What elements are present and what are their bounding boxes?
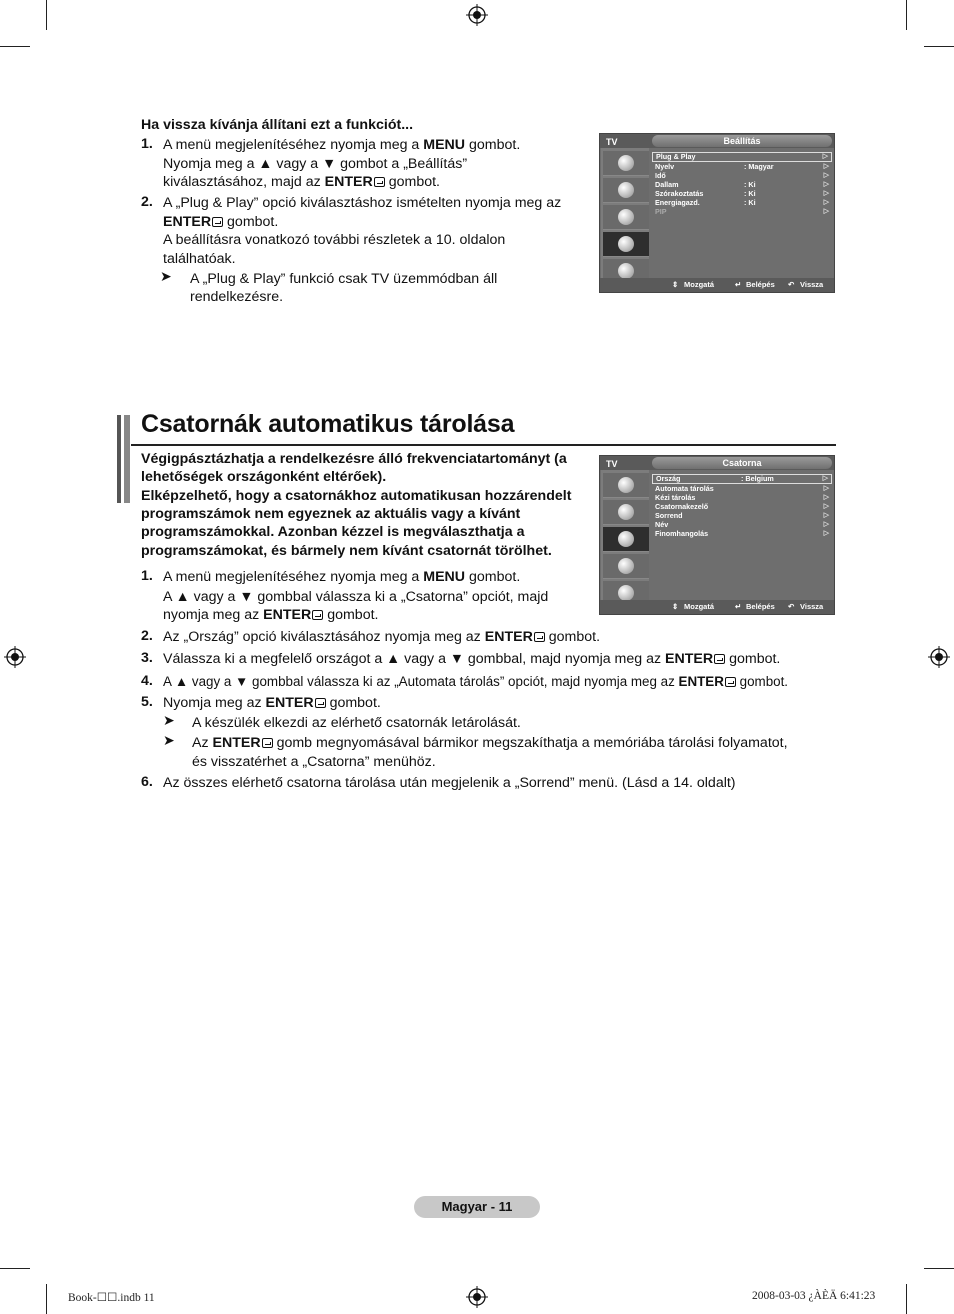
tv-menu-footer — [600, 278, 834, 292]
registration-mark-icon — [4, 646, 26, 668]
footer-enter-label: Belépés — [746, 602, 775, 611]
footer-enter-label: Belépés — [746, 280, 775, 289]
section1-heading: Ha vissza kívánja állítani ezt a funkciót... — [141, 117, 414, 133]
crop-mark — [0, 46, 30, 47]
note-text: A készülék elkezdi az elérhető csatornák letárolását. — [192, 715, 521, 731]
enter-icon: ↵ — [735, 602, 742, 611]
step-text — [163, 568, 520, 587]
menu-item-name[interactable]: Név ▷ — [655, 520, 829, 530]
step-text — [163, 694, 381, 713]
page-number: Magyar - 11 — [414, 1196, 540, 1218]
step-text-part: gomb megnyomásával bármikor megszakíthatja a memóriába tárolási folyamatot, — [276, 735, 788, 751]
print-footer-timestamp: 2008-03-03 ¿ÀÈÄ 6:41:23 — [752, 1290, 876, 1302]
tv-mode-label: TV — [606, 459, 618, 469]
channel-icon[interactable] — [603, 205, 649, 230]
print-footer-file: Book-☐☐.indb 11 — [68, 1292, 155, 1304]
sound-icon[interactable] — [603, 178, 649, 203]
registration-mark-icon — [466, 4, 488, 26]
enter-key-label: ENTER — [324, 174, 373, 190]
sound-icon[interactable] — [603, 500, 649, 525]
step-text — [163, 213, 278, 232]
picture-icon[interactable] — [603, 151, 649, 176]
footer-move-label: Mozgatá — [684, 280, 714, 289]
intro-text: programszámokat, és bármely nem kívánt csatornát törölhet. — [141, 543, 552, 559]
enter-key-label: ENTER — [678, 674, 724, 689]
step-text-part: kiválasztásához, majd az — [163, 174, 321, 190]
step-text-part: gombot. — [327, 607, 379, 623]
crop-mark — [924, 46, 954, 47]
footer-back-label: Vissza — [800, 602, 824, 611]
move-icon: ⇕ — [672, 602, 679, 611]
tv-menu-setup — [599, 133, 835, 293]
menu-item-melody[interactable]: Dallam : Ki ▷ — [655, 179, 829, 189]
crop-mark — [906, 1284, 907, 1314]
intro-text: programszámok nem egyeznek az aktuális vagy a kívánt — [141, 506, 521, 522]
enter-icon — [534, 632, 545, 642]
crop-mark — [0, 1268, 30, 1269]
step-number: 4. — [141, 673, 153, 689]
step-text-part: gombot. — [729, 651, 781, 667]
menu-item-country[interactable]: Ország : Belgium ▷ — [652, 474, 832, 484]
enter-icon — [315, 698, 326, 708]
setup-icon[interactable] — [603, 232, 649, 257]
tv-menu-header: Beállítás — [652, 135, 832, 147]
tv-mode-label: TV — [606, 137, 618, 147]
channel-icon[interactable] — [603, 527, 649, 552]
step-number: 1. — [141, 568, 153, 584]
footer-back-label: Vissza — [800, 280, 824, 289]
step-text-part: Válassza ki a megfelelő országot a ▲ vagy a ▼ gombbal, majd nyomja meg az — [163, 651, 662, 667]
menu-item-manual-store[interactable]: Kézi tárolás ▷ — [655, 492, 829, 502]
note-text: rendelkezésre. — [190, 289, 284, 305]
tv-menu-items — [652, 474, 832, 539]
enter-key-label: ENTER — [212, 735, 261, 751]
step-number: 2. — [141, 628, 153, 644]
note-arrow-icon: ➤ — [163, 732, 175, 748]
enter-icon — [262, 738, 273, 748]
step-text — [163, 650, 780, 669]
return-icon: ↶ — [788, 280, 795, 289]
enter-key-label: ENTER — [263, 607, 312, 623]
menu-item-pip[interactable]: PIP ▷ — [655, 207, 829, 217]
step-text-part: Nyomja meg az — [163, 695, 262, 711]
step-text: A „Plug & Play” opció kiválasztáshoz ismételten nyomja meg az — [163, 195, 562, 211]
menu-item-fine-tune[interactable]: Finomhangolás ▷ — [655, 529, 829, 539]
step-text — [163, 173, 440, 192]
step-text: találhatóak. — [163, 251, 236, 267]
step-text-part: gombot. — [227, 214, 279, 230]
step-text-part: A menü megjelenítéséhez nyomja meg a — [163, 569, 420, 585]
enter-key-label: ENTER — [484, 629, 533, 645]
step-text-part: A menü megjelenítéséhez nyomja meg a — [163, 137, 420, 153]
step-number: 3. — [141, 650, 153, 666]
step-text — [163, 606, 378, 625]
step-text: A ▲ vagy a ▼ gombbal válassza ki a „Csatorna” opciót, majd — [163, 589, 549, 605]
menu-key-label: MENU — [423, 569, 466, 585]
step-number: 6. — [141, 774, 153, 790]
crop-mark — [46, 1284, 47, 1314]
step-text-part: Az „Ország” opció kiválasztásához nyomja meg az — [163, 629, 481, 645]
menu-item-time[interactable]: Idő ▷ — [655, 170, 829, 180]
menu-item-sort[interactable]: Sorrend ▷ — [655, 511, 829, 521]
tv-menu-channel — [599, 455, 835, 615]
crop-mark — [906, 0, 907, 30]
step-number: 1. — [141, 136, 153, 152]
menu-item-entertainment[interactable]: Szórakoztatás : Ki ▷ — [655, 189, 829, 199]
step-text — [163, 136, 520, 155]
step-text-part: A ▲ vagy a ▼ gombbal válassza ki az „Automata tárolás” opciót, majd nyomja meg az — [163, 674, 675, 689]
note-arrow-icon: ➤ — [160, 268, 172, 284]
step-text-part: Az — [192, 735, 209, 751]
return-icon: ↶ — [788, 602, 795, 611]
tv-menu-header: Csatorna — [652, 457, 832, 469]
menu-item-energy-saving[interactable]: Energiagazd. : Ki ▷ — [655, 198, 829, 208]
crop-mark — [924, 1268, 954, 1269]
step-text-part: gombot. — [739, 674, 789, 689]
step-number: 5. — [141, 694, 153, 710]
note-text: A „Plug & Play” funkció csak TV üzemmódban áll — [190, 271, 498, 287]
tv-menu-items — [652, 152, 832, 217]
enter-icon: ↵ — [735, 280, 742, 289]
menu-item-language[interactable]: Nyelv : Magyar ▷ — [655, 161, 829, 171]
enter-key-label: ENTER — [163, 214, 212, 230]
menu-item-auto-store[interactable]: Automata tárolás ▷ — [655, 483, 829, 493]
step-text — [163, 673, 788, 692]
title-bar-decoration — [124, 415, 130, 503]
registration-mark-icon — [466, 1286, 488, 1308]
enter-icon — [312, 610, 323, 620]
intro-text: Végigpásztázhatja a rendelkezésre álló frekvenciatartományt (a — [141, 451, 567, 467]
tv-menu-footer — [600, 600, 834, 614]
step-text: Nyomja meg a ▲ vagy a ▼ gombot a „Beállítás” — [163, 156, 468, 172]
step-text-part: nyomja meg az — [163, 607, 260, 623]
tv-menu-sidebar — [601, 470, 649, 602]
step-text — [163, 628, 600, 647]
step-text-part: gombot. — [329, 695, 381, 711]
note-text: és visszatérhet a „Csatorna” menühöz. — [192, 754, 436, 770]
menu-item-channel-manager[interactable]: Csatornakezelő ▷ — [655, 501, 829, 511]
move-icon: ⇕ — [672, 280, 679, 289]
step-text-part: gombot. — [548, 629, 601, 645]
step-text-part: gombot. — [388, 174, 440, 190]
registration-mark-icon — [928, 646, 950, 668]
step-number: 2. — [141, 194, 153, 210]
step-text: Az összes elérhető csatorna tárolása után megjelenik a „Sorrend” menü. (Lásd a 14. oldalt) — [163, 775, 736, 791]
picture-icon[interactable] — [603, 473, 649, 498]
step-text-part: gombot. — [469, 137, 521, 153]
title-bar-decoration — [117, 415, 121, 503]
menu-item-plug-and-play[interactable]: Plug & Play ▷ — [652, 152, 832, 162]
title-rule — [131, 444, 836, 446]
step-text-part: gombot. — [469, 569, 521, 585]
enter-key-label: ENTER — [665, 651, 714, 667]
menu-key-label: MENU — [423, 137, 466, 153]
enter-icon — [374, 177, 385, 187]
tv-menu-sidebar — [601, 148, 649, 280]
footer-move-label: Mozgatá — [684, 602, 714, 611]
enter-icon — [725, 677, 736, 687]
intro-text: Elképzelhető, hogy a csatornákhoz automatikusan hozzárendelt — [141, 488, 572, 504]
intro-text: programszámokkal. Azonban kézzel is megválaszthatja a — [141, 524, 525, 540]
note-text — [192, 734, 788, 753]
note-arrow-icon: ➤ — [163, 712, 175, 728]
setup-icon[interactable] — [603, 554, 649, 579]
enter-icon — [212, 217, 223, 227]
intro-text: lehetőségek országonként eltérőek). — [141, 469, 387, 485]
page-title: Csatornák automatikus tárolása — [141, 410, 515, 438]
enter-key-label: ENTER — [265, 695, 314, 711]
crop-mark — [46, 0, 47, 30]
step-text: A beállításra vonatkozó további részletek a 10. oldalon — [163, 232, 506, 248]
enter-icon — [714, 654, 725, 664]
